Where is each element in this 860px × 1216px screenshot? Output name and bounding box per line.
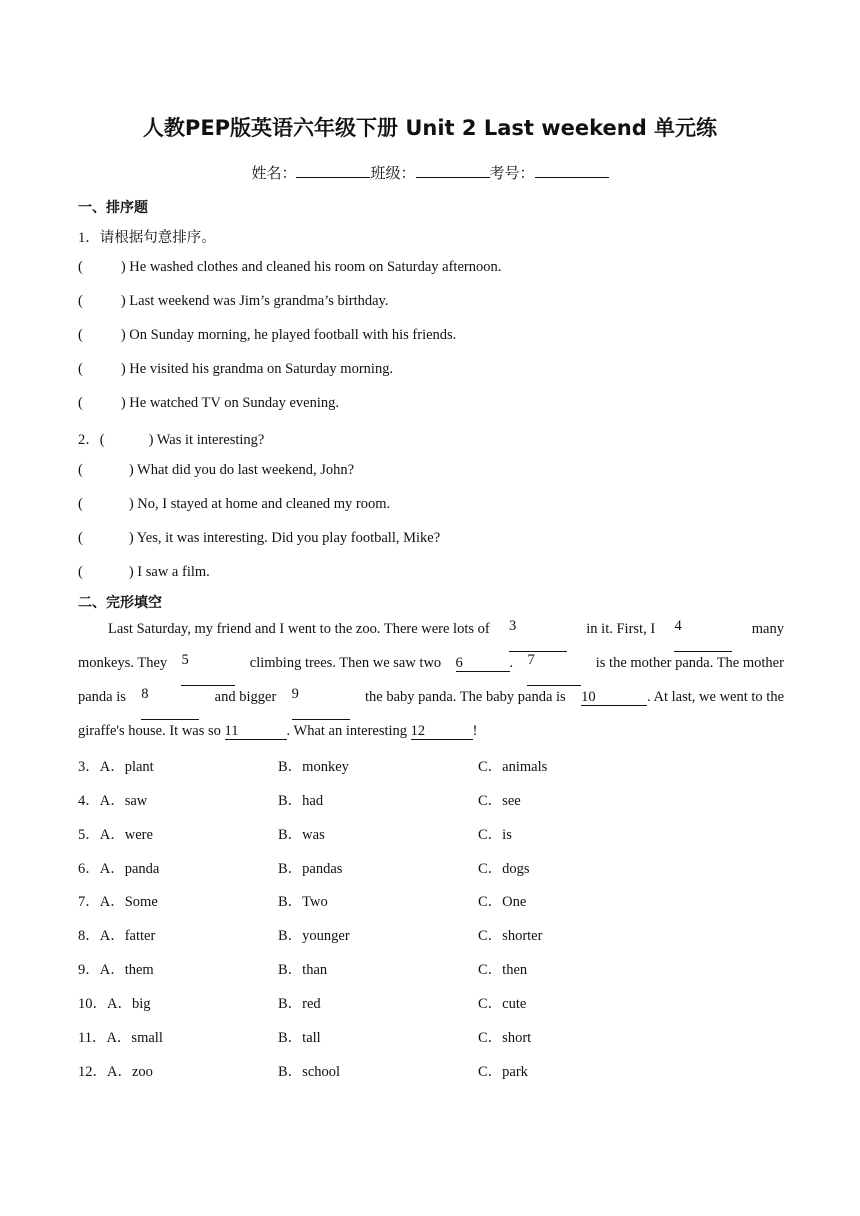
q1-item <box>78 395 339 412</box>
open-paren: ( <box>78 530 83 546</box>
option-c[interactable]: C．then <box>478 962 528 978</box>
option-a[interactable]: 11．A．small <box>78 1030 163 1046</box>
option-b[interactable]: B．red <box>278 996 321 1012</box>
q1-item-text: ) He watched TV on Sunday evening. <box>120 395 339 411</box>
passage-line <box>78 618 784 652</box>
open-paren: ( <box>78 564 83 580</box>
q2-item-text: ) I saw a film. <box>128 564 210 580</box>
student-info-line <box>0 162 860 183</box>
passage-text: ! <box>472 723 478 739</box>
passage-text: and bigger <box>214 689 277 705</box>
option-b[interactable]: B．was <box>278 827 325 843</box>
open-paren: ( <box>78 293 83 309</box>
option-c[interactable]: C．dogs <box>478 861 530 877</box>
option-a[interactable]: 9．A．them <box>78 962 154 978</box>
q2-prefix: 2．( <box>78 432 105 448</box>
option-c[interactable]: C．shorter <box>478 928 543 944</box>
q2-item-text: ) No, I stayed at home and cleaned my room. <box>128 496 391 512</box>
blank-8[interactable]: 8 <box>141 686 199 720</box>
passage-line <box>78 686 784 720</box>
option-c[interactable]: C．short <box>478 1030 532 1046</box>
option-b[interactable]: B．monkey <box>278 759 349 775</box>
option-a[interactable]: 5．A．were <box>78 827 153 843</box>
class-label: 班级： <box>370 165 416 182</box>
blank-9[interactable]: 9 <box>292 686 350 720</box>
id-blank[interactable] <box>535 163 609 178</box>
q2-item <box>78 530 440 547</box>
q1-item-text: ) Last weekend was Jim’s grandma’s birthday. <box>120 293 389 309</box>
q2-item <box>78 496 390 513</box>
open-paren: ( <box>78 462 83 478</box>
section-heading-ordering: 一、排序题 <box>78 200 148 216</box>
question-1-stem: 1．请根据句意排序。 <box>78 230 216 246</box>
option-a[interactable]: 8．A．fatter <box>78 928 156 944</box>
option-b[interactable]: B．pandas <box>278 861 343 877</box>
passage-text: . <box>509 655 514 671</box>
q1-item-text: ) He visited his grandma on Saturday morning. <box>120 361 394 377</box>
option-a[interactable]: 12．A．zoo <box>78 1064 153 1080</box>
open-paren: ( <box>78 259 83 275</box>
option-c[interactable]: C．animals <box>478 759 548 775</box>
passage-text: . At last, we went to the <box>647 689 784 705</box>
passage-text: climbing trees. Then we saw two <box>249 655 442 671</box>
blank-6[interactable]: 6 <box>456 655 510 672</box>
q1-item <box>78 327 456 344</box>
passage-text: many <box>751 621 784 637</box>
blank-7[interactable]: 7 <box>527 652 581 686</box>
blank-10[interactable]: 10 <box>581 689 647 706</box>
section-heading-cloze: 二、完形填空 <box>78 595 162 611</box>
blank-5[interactable]: 5 <box>181 652 235 686</box>
option-a[interactable]: 4．A．saw <box>78 793 148 809</box>
option-b[interactable]: B．school <box>278 1064 341 1080</box>
passage-line <box>78 652 784 686</box>
q2-item-text: ) What did you do last weekend, John? <box>128 462 355 478</box>
cloze-passage <box>78 618 784 754</box>
open-paren: ( <box>78 361 83 377</box>
q2-item-text: ) Was it interesting? <box>148 432 265 448</box>
q2-item <box>78 564 210 581</box>
open-paren: ( <box>78 496 83 512</box>
class-blank[interactable] <box>416 163 490 178</box>
option-a[interactable]: 10．A．big <box>78 996 151 1012</box>
option-b[interactable]: B．had <box>278 793 324 809</box>
blank-4[interactable]: 4 <box>674 618 732 652</box>
name-label: 姓名： <box>251 165 297 182</box>
passage-line <box>78 720 784 754</box>
passage-text: giraffe's house. It was so <box>78 723 221 739</box>
blank-11[interactable]: 11 <box>225 723 287 740</box>
q1-item <box>78 293 389 310</box>
option-b[interactable]: B．tall <box>278 1030 321 1046</box>
option-c[interactable]: C．cute <box>478 996 527 1012</box>
passage-text: Last Saturday, my friend and I went to the zoo. There were lots of <box>108 621 490 637</box>
option-b[interactable]: B．than <box>278 962 328 978</box>
option-c[interactable]: C．One <box>478 894 527 910</box>
option-a[interactable]: 7．A．Some <box>78 894 158 910</box>
passage-text: in it. First, I <box>586 621 656 637</box>
q1-item-text: ) He washed clothes and cleaned his room on Saturday afternoon. <box>120 259 502 275</box>
q1-item <box>78 259 501 276</box>
option-c[interactable]: C．is <box>478 827 512 843</box>
q2-item <box>78 462 354 479</box>
passage-text: panda is <box>78 689 126 705</box>
q2-item-text: ) Yes, it was interesting. Did you play football, Mike? <box>128 530 441 546</box>
passage-text: monkeys. They <box>78 655 168 671</box>
option-c[interactable]: C．park <box>478 1064 528 1080</box>
blank-12[interactable]: 12 <box>411 723 473 740</box>
id-label: 考号： <box>489 165 535 182</box>
blank-3[interactable]: 3 <box>509 618 567 652</box>
q1-item <box>78 361 393 378</box>
page-title: 人教PEP版英语六年级下册 Unit 2 Last weekend 单元练 <box>142 116 718 140</box>
option-a[interactable]: 3．A．plant <box>78 759 154 775</box>
open-paren: ( <box>78 327 83 343</box>
passage-text: the baby panda. The baby panda is <box>365 689 566 705</box>
option-b[interactable]: B．younger <box>278 928 350 944</box>
option-a[interactable]: 6．A．panda <box>78 861 160 877</box>
q1-item-text: ) On Sunday morning, he played football with his friends. <box>120 327 457 343</box>
name-blank[interactable] <box>296 163 370 178</box>
passage-text: . What an interesting <box>286 723 408 739</box>
option-b[interactable]: B．Two <box>278 894 328 910</box>
option-c[interactable]: C．see <box>478 793 521 809</box>
open-paren: ( <box>78 395 83 411</box>
passage-text: is the mother panda. The mother <box>595 655 784 671</box>
question-2-first <box>78 428 264 449</box>
